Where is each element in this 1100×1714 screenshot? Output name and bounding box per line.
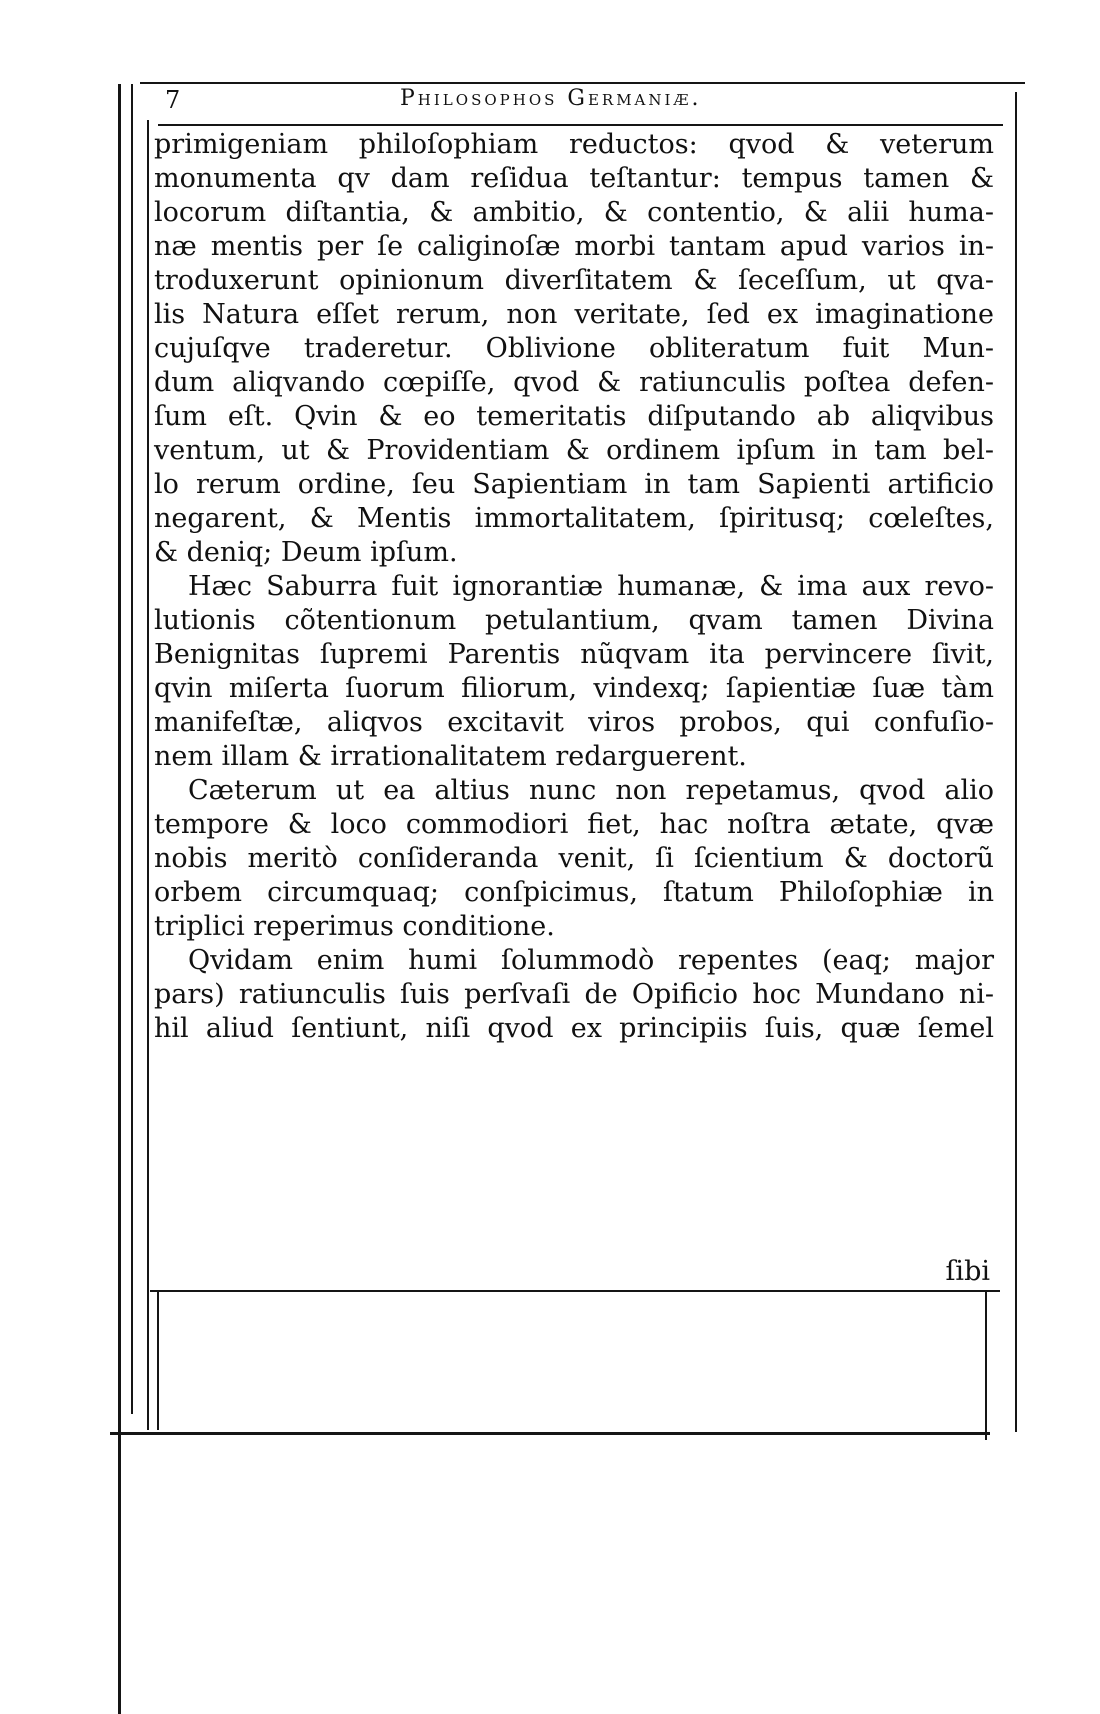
text-line: Benignitas ſupremi Parentis nũqvam ita pervincere ſivit, — [154, 639, 994, 670]
catchword: ſibi — [945, 1256, 990, 1287]
paragraph-start-line: Cæterum ut ea altius nunc non repetamus, qvod alio — [188, 775, 994, 806]
text-line: negarent, & Mentis immortalitatem, ſpiritusq; cœleſtes, — [154, 503, 994, 534]
text-line: hil aliud ſentiunt, niſi qvod ex principiis ſuis, quæ ſemel — [154, 1013, 994, 1044]
text-line: lutionis cõtentionum petulantium, qvam tamen Divina — [154, 605, 994, 636]
text-bottom-rule — [150, 1290, 1000, 1292]
text-line: tempore & loco commodiori fiet, hac noſtra ætate, qvæ — [154, 809, 994, 840]
text-line: ventum, ut & Providentiam & ordinem ipſum in tam bel- — [154, 435, 994, 466]
page-number: 7 — [165, 86, 181, 114]
text-line: monumenta qv dam reſidua teſtantur: tempus tamen & — [154, 163, 994, 194]
text-line: triplici reperimus conditione. — [154, 911, 555, 942]
lower-left-rule — [157, 1290, 159, 1430]
paragraph-start-line: Hæc Saburra fuit ignorantiæ humanæ, & ima aux revo- — [188, 571, 994, 602]
text-line: dum aliqvando cœpiſſe, qvod & ratiunculis poſtea defen- — [154, 367, 994, 398]
text-line: manifeſtæ, aliqvos excitavit viros probos, qui confuſio- — [154, 707, 994, 738]
page-header — [165, 84, 1005, 122]
text-line: troduxerunt opinionum diverſitatem & ſeceſſum, ut qva- — [154, 265, 994, 296]
left-outer-rule — [118, 84, 121, 1714]
text-line: orbem circumquaq; conſpicimus, ſtatum Philoſophiæ in — [154, 877, 994, 908]
text-line: næ mentis per ſe caliginoſæ morbi tantam apud varios in- — [154, 231, 994, 262]
text-line: lis Natura eſſet rerum, non veritate, ſed ex imaginatione — [154, 299, 994, 330]
lower-right-rule — [985, 1290, 987, 1440]
bottom-outer-rule — [110, 1432, 990, 1435]
text-line: & deniq; Deum ipſum. — [154, 537, 458, 568]
right-rule — [1015, 92, 1017, 1432]
header-rule — [158, 124, 1003, 126]
text-line: ſum eſt. Qvin & eo temeritatis diſputando ab aliqvibus — [154, 401, 994, 432]
text-line: nem illam & irrationalitatem redarguerent. — [154, 741, 747, 772]
text-line: primigeniam philoſophiam reductos: qvod & veterum — [154, 129, 994, 160]
body-text — [154, 128, 994, 1046]
left-inner-rule — [131, 84, 133, 1414]
text-line: lo rerum ordine, ſeu Sapientiam in tam Sapienti artificio — [154, 469, 994, 500]
text-line: qvin miſerta ſuorum filiorum, vindexq; ſapientiæ ſuæ tàm — [154, 673, 994, 704]
text-line: nobis meritò conſideranda venit, ſi ſcientium & doctorũ — [154, 843, 994, 874]
text-line: locorum diſtantia, & ambitio, & contentio, & alii huma- — [154, 197, 994, 228]
running-head: Philosophos Germaniæ. — [400, 86, 702, 111]
paragraph-start-line: Qvidam enim humi ſolummodò repentes (eaq; major — [188, 945, 994, 976]
text-left-rule — [147, 120, 149, 1430]
text-line: pars) ratiunculis ſuis perſvaſi de Opificio hoc Mundano ni- — [154, 979, 994, 1010]
text-line: cujuſqve traderetur. Oblivione obliteratum fuit Mun- — [154, 333, 994, 364]
